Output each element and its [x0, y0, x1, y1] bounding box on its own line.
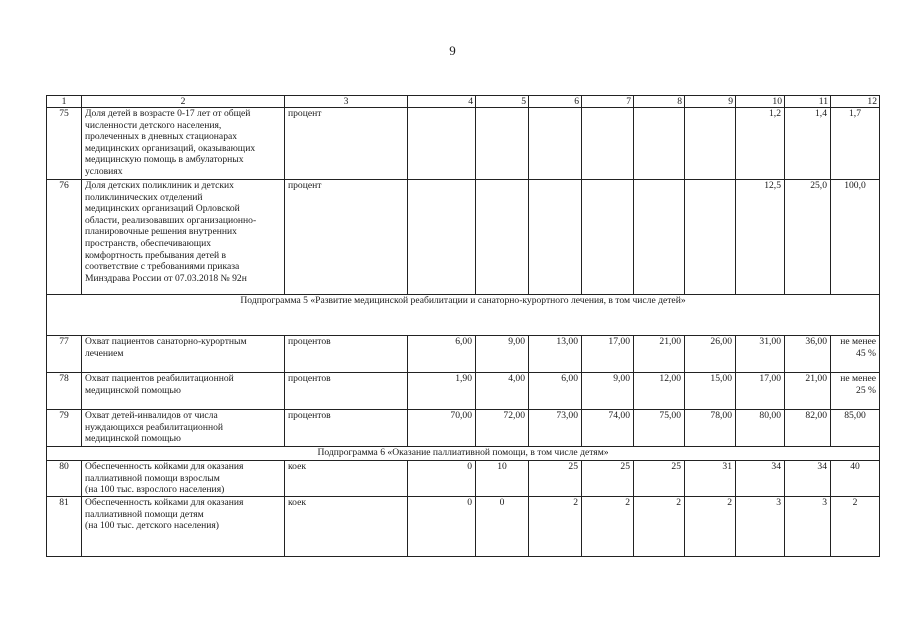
indicator-value: 25: [582, 461, 634, 497]
indicator-value: 21,00: [785, 373, 831, 410]
indicator-value: [685, 180, 736, 295]
subprogram-title: Подпрограмма 5 «Развитие медицинской реабилитации и санаторно-курортного лечения, в том числе детей»: [47, 295, 880, 336]
column-number: 5: [476, 96, 529, 108]
indicator-name-line: Охват пациентов реабилитационной: [85, 373, 234, 384]
indicator-value: [582, 180, 634, 295]
indicator-name-line: комфортность пребывания детей в: [85, 249, 227, 261]
target-value-line: не менее: [840, 373, 876, 384]
subprogram-row: [47, 295, 880, 336]
row-number: 78: [47, 373, 82, 410]
indicator-name: [82, 461, 285, 497]
indicator-name-line: Охват детей-инвалидов от числа: [85, 410, 218, 421]
indicator-name-line: медицинской помощью: [85, 384, 181, 396]
indicator-value: [408, 108, 476, 180]
unit-of-measure: процентов: [285, 336, 408, 373]
indicator-value: 1,2: [736, 108, 785, 180]
indicator-name: [82, 497, 285, 557]
indicator-value: 85,00: [831, 410, 880, 447]
target-value-line: 25 %: [856, 385, 876, 396]
row-number: 80: [47, 461, 82, 497]
indicator-value: 1,7: [831, 108, 880, 180]
indicator-value: 0: [408, 461, 476, 497]
column-number: 12: [831, 96, 880, 108]
indicator-value: 80,00: [736, 410, 785, 447]
indicator-value: 31,00: [736, 336, 785, 373]
indicator-value: 31: [685, 461, 736, 497]
indicator-name-line: численности детского населения,: [85, 119, 222, 131]
indicator-name: [82, 373, 285, 410]
indicator-value: 17,00: [736, 373, 785, 410]
row-number: 77: [47, 336, 82, 373]
indicator-name: [82, 180, 285, 295]
column-number: 9: [685, 96, 736, 108]
indicator-value: 2: [634, 497, 685, 557]
indicator-value: [529, 180, 582, 295]
indicators-table: [46, 95, 880, 557]
subprogram-row: [47, 447, 880, 461]
indicator-value: 26,00: [685, 336, 736, 373]
indicator-name-line: области, реализовавших организационно-: [85, 214, 257, 226]
indicator-value: 36,00: [785, 336, 831, 373]
indicator-value: 9,00: [476, 336, 529, 373]
indicator-value: 3: [785, 497, 831, 557]
unit-of-measure: процентов: [285, 410, 408, 447]
indicator-name-line: медицинских организаций Орловской: [85, 203, 240, 215]
indicator-name-line: (на 100 тыс. детского населения): [85, 520, 219, 532]
indicator-value: 73,00: [529, 410, 582, 447]
indicator-value: 2: [685, 497, 736, 557]
table-row: [47, 180, 880, 295]
indicator-name-line: лечением: [85, 347, 124, 359]
indicator-name-line: медицинских организаций, оказывающих: [85, 142, 256, 154]
column-number: 2: [82, 96, 285, 108]
indicator-value: 25: [634, 461, 685, 497]
indicator-name-line: пространств, обеспечивающих: [85, 237, 212, 249]
column-number: 1: [47, 96, 82, 108]
table-row: [47, 108, 880, 180]
indicator-name-line: Минздрава России от 07.03.2018 № 92н: [85, 272, 247, 284]
row-number: 81: [47, 497, 82, 557]
indicator-value: 70,00: [408, 410, 476, 447]
indicator-value: [634, 180, 685, 295]
target-value-line: 45 %: [856, 348, 876, 359]
indicator-value: [476, 108, 529, 180]
indicator-value: 21,00: [634, 336, 685, 373]
indicator-value: 3: [736, 497, 785, 557]
indicator-value: [408, 180, 476, 295]
row-number: 75: [47, 108, 82, 180]
column-number: 3: [285, 96, 408, 108]
indicator-value: [529, 108, 582, 180]
indicator-value: 12,5: [736, 180, 785, 295]
indicator-value: 78,00: [685, 410, 736, 447]
indicator-name-line: паллиативной помощи детям: [85, 508, 204, 520]
column-number: 8: [634, 96, 685, 108]
indicator-value: 34: [736, 461, 785, 497]
table-row: [47, 410, 880, 447]
page-number: 9: [449, 43, 456, 58]
indicator-name-line: Обеспеченность койками для оказания: [85, 497, 244, 508]
indicator-name-line: медицинской помощью: [85, 433, 181, 445]
indicator-value: 9,00: [582, 373, 634, 410]
unit-of-measure: процентов: [285, 373, 408, 410]
indicator-name: [82, 336, 285, 373]
column-number: 7: [582, 96, 634, 108]
row-number: 76: [47, 180, 82, 295]
indicator-value: 0: [408, 497, 476, 557]
indicator-value: 82,00: [785, 410, 831, 447]
indicator-name-line: соответствие с требованиями приказа: [85, 261, 240, 273]
unit-of-measure: процент: [285, 108, 408, 180]
indicator-value: 15,00: [685, 373, 736, 410]
table-row: [47, 497, 880, 557]
indicator-value: 2: [529, 497, 582, 557]
indicator-name: [82, 410, 285, 447]
column-number-row: [47, 96, 880, 108]
indicator-value: [634, 108, 685, 180]
indicator-name-line: медицинскую помощь в амбулаторных: [85, 154, 244, 166]
indicator-value: 25: [529, 461, 582, 497]
column-number: 4: [408, 96, 476, 108]
indicator-value: 2: [582, 497, 634, 557]
indicator-name-line: планировочные решения внутренних: [85, 226, 237, 238]
target-value: [831, 373, 880, 410]
indicator-value: 6,00: [408, 336, 476, 373]
indicator-value: 1,90: [408, 373, 476, 410]
indicator-name-line: Доля детей в возрасте 0-17 лет от общей: [85, 108, 251, 119]
indicator-name-line: Охват пациентов санаторно-курортным: [85, 336, 247, 347]
column-number: 11: [785, 96, 831, 108]
indicator-value: 17,00: [582, 336, 634, 373]
indicator-value: 74,00: [582, 410, 634, 447]
indicator-name-line: паллиативной помощи взрослым: [85, 472, 220, 484]
indicator-name-line: пролеченных в дневных стационарах: [85, 131, 238, 143]
indicator-name: [82, 108, 285, 180]
indicator-value: 0: [476, 497, 529, 557]
indicator-name-line: условиях: [85, 165, 123, 177]
unit-of-measure: процент: [285, 180, 408, 295]
indicator-value: 4,00: [476, 373, 529, 410]
indicator-name-line: поликлинических отделений: [85, 191, 203, 203]
target-value: [831, 336, 880, 373]
table-row: [47, 461, 880, 497]
unit-of-measure: коек: [285, 461, 408, 497]
table-row: [47, 336, 880, 373]
indicator-value: 40: [831, 461, 880, 497]
table-row: [47, 373, 880, 410]
indicator-value: 6,00: [529, 373, 582, 410]
indicator-name-line: Обеспеченность койками для оказания: [85, 461, 244, 472]
row-number: 79: [47, 410, 82, 447]
column-number: 10: [736, 96, 785, 108]
subprogram-title: Подпрограмма 6 «Оказание паллиативной помощи, в том числе детям»: [47, 447, 880, 461]
indicator-value: 34: [785, 461, 831, 497]
indicator-value: 10: [476, 461, 529, 497]
indicator-value: 1,4: [785, 108, 831, 180]
indicator-value: [685, 108, 736, 180]
indicator-name-line: Доля детских поликлиник и детских: [85, 180, 234, 191]
indicator-value: [582, 108, 634, 180]
target-value-line: не менее: [840, 336, 876, 347]
column-number: 6: [529, 96, 582, 108]
indicator-value: 72,00: [476, 410, 529, 447]
indicator-name-line: нуждающихся реабилитационной: [85, 421, 224, 433]
indicator-value: 75,00: [634, 410, 685, 447]
indicator-value: 12,00: [634, 373, 685, 410]
unit-of-measure: коек: [285, 497, 408, 557]
indicator-value: 25,0: [785, 180, 831, 295]
indicator-value: 2: [831, 497, 880, 557]
indicator-value: [476, 180, 529, 295]
indicator-value: 100,0: [831, 180, 880, 295]
indicator-value: 13,00: [529, 336, 582, 373]
indicator-name-line: (на 100 тыс. взрослого населения): [85, 484, 225, 496]
